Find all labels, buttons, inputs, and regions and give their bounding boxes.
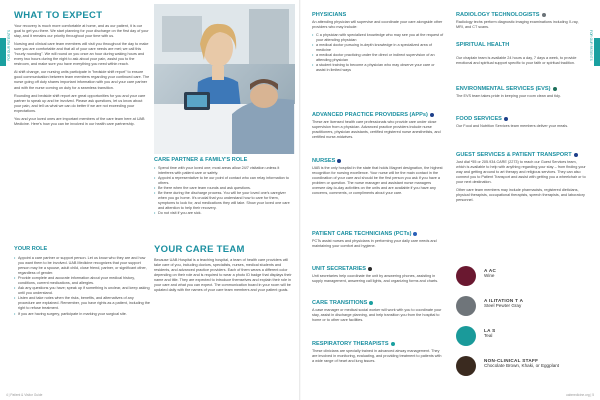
apps-heading: [312, 112, 434, 118]
center-gutter: [299, 0, 301, 400]
left-side-tab: [0, 38, 6, 66]
pct-color-dot: [413, 232, 417, 236]
evs-body: The EVS team takes pride in keeping your room clean and tidy.: [456, 94, 561, 98]
wine-swatch-label: A AC Wine: [484, 268, 497, 278]
left-footer: 4 | Patient & Visitor Guide: [6, 393, 43, 397]
care-partner-list: [154, 166, 292, 216]
paragraph: Nursing and clinical care team members will visit you throughout the day to make sure you are comfortable and that all of your care needs are met; we call this "hourly rounding". We will round on you once an hour during waking hours and every two hours during the night to ask about your pain, assist you to the restroom, and make sure you have everything you need within reach.: [14, 42, 149, 67]
list-item: • Be there when the care team rounds and ask questions.: [154, 186, 292, 191]
what-to-expect-body: [14, 24, 150, 130]
non-clinical-swatch-label: NON-CLINICAL STAFF Chocolate Brown, Khaki, or Eggplant: [484, 358, 560, 368]
paragraph: Your recovery is much more comfortable at home, and as our patient, it is our goal to get you there. We start planning for your discharge on the first day of your stay, and it remains our priority throughout your time with us.: [14, 24, 149, 39]
steel-pewter-gray-swatch-label: A ILITATION T A Steel Pewter Gray: [484, 298, 524, 308]
care-transitions-color-dot: [369, 301, 373, 305]
guest-services-color-dot: [574, 153, 578, 157]
wine-swatch: [456, 266, 476, 286]
food-body: Our Food and Nutrition Services team members deliver your meals.: [456, 124, 569, 128]
radiology-color-dot: [542, 13, 546, 17]
care-partner-heading: CARE PARTNER & FAMILY'S ROLE: [154, 157, 248, 163]
nurses-heading-label: NURSES: [312, 158, 336, 164]
radiology-body: Radiology techs perform diagnostic imaging examinations including X-ray, MRI, and CT scans.: [456, 20, 579, 30]
care-transitions-heading: [312, 300, 373, 306]
evs-color-dot: [553, 87, 557, 91]
evs-heading-label: ENVIRONMENTAL SERVICES (EVS): [456, 86, 551, 92]
unit-secretaries-color-dot: [368, 267, 372, 271]
your-role-heading: YOUR ROLE: [14, 246, 48, 252]
radiology-heading-label: RADIOLOGY TECHNOLOGISTS: [456, 12, 540, 18]
unit-secretaries-body: Unit secretaries help coordinate the unit by answering phones, assisting in supply management, answering call lights, and organizing forms and charts.: [312, 274, 439, 284]
what-to-expect-heading: WHAT TO EXPECT: [14, 10, 103, 21]
food-heading: [456, 116, 508, 122]
spiritual-body: Our chaplain team is available 24 hours a day, 7 days a week, to provide emotional and spiritual support specific to your faith or spiritual tradition.: [456, 56, 577, 66]
food-color-dot: [504, 117, 508, 121]
respiratory-heading-label: RESPIRATORY THERAPISTS: [312, 341, 389, 347]
apps-color-dot: [430, 113, 434, 117]
unit-secretaries-heading: [312, 266, 372, 272]
apps-heading-label: ADVANCED PRACTICE PROVIDERS (APPs): [312, 112, 428, 118]
list-item: • If you are having surgery, participate in marking your surgical site.: [14, 312, 150, 317]
right-footer: uabmedicine.org | 5: [566, 393, 594, 397]
food-heading-label: FOOD SERVICES: [456, 116, 502, 122]
pct-heading: [312, 231, 417, 237]
spiritual-heading: SPIRITUAL HEALTH: [456, 42, 510, 48]
your-care-team-heading: YOUR CARE TEAM: [154, 244, 245, 255]
list-item: • Provide complete and accurate information about your medical history, conditions, current medications, and allergies.: [14, 276, 150, 286]
steel-pewter-gray-swatch: [456, 296, 476, 316]
paragraph: Other care team members may include pharmacists, registered dieticians, physical therapists, occupational therapists, speech therapists, and laboratory personnel.: [456, 188, 585, 203]
guest-services-heading: [456, 152, 578, 158]
paragraph: You and your loved ones are important members of the care team here at UAB Medicine. Here's how you can be involved in our health care partnership.: [14, 116, 145, 126]
right-side-tab: [594, 38, 600, 66]
nurses-body: UAB is the only hospital in the state that holds Magnet designation, the highest recognition for nursing excellence. Your nurse will be the main contact in the coordination of your care and should be the first person you ask if you have a problem or question. The nurse manager and assistant nurse managers oversee day-to-day activities on the units and are available if you have any concerns, comments, or compliments about your care.: [312, 166, 443, 196]
photo-illustration: [154, 4, 295, 154]
physicians-body: [312, 20, 444, 73]
respiratory-color-dot: [391, 342, 395, 346]
paragraph: An attending physician will supervise and coordinate your care alongside other providers who may include:: [312, 20, 443, 30]
nurses-color-dot: [337, 159, 341, 163]
nurse-patient-photo: [154, 4, 295, 154]
apps-body: These are licensed health care professionals who provide care under close supervision from a physician. Advanced practice providers include nurse practitioners, physician assistants, certified registered nurse anesthetists, and certified nurse-midwives.: [312, 120, 441, 140]
your-care-team-body: Because UAB Hospital is a teaching hospital, a team of health care providers will take care of you, including doctors, specialists, nurses, medical students and residents, and advanced practice providers. Each of them wears a different color depending on their role and is required to wear a photo ID badge that displays their name and title. They are expected to introduce themselves and explain their role in your care and what you can expect. The communication board in your room will be updated daily with the names of your care team members and your patient goals.: [154, 258, 292, 293]
radiology-heading: [456, 12, 546, 18]
list-item: • a medical doctor pursuing in-depth knowledge in a specialized area of medicine: [312, 43, 444, 53]
left-side-tab-label: FOR OUR PATIENTS: [7, 30, 11, 61]
care-transitions-body: A case manager or medical social worker will work with you to coordinate your stay, assist in discharge planning, and help transition you from the hospital to home or to other care facilities.: [312, 308, 442, 323]
paragraph: Just dial *55 or 205.934.CARE (2273) to reach our Guest Services team, which is available to help with anything regarding your stay – from finding your way and getting around to art therapy and religious services. They can also connect you to Patient Transport and assist with getting you a wheelchair or to your next destination.: [456, 160, 586, 185]
unit-secretaries-heading-label: UNIT SECRETARIES: [312, 266, 366, 272]
list-item: • Be there during the discharge process. You will be your loved one's caregiver when you go home. It's crucial that you understand how to care for them, symptoms to look for, and medications they will take. Show your loved one care and attention to help their recovery.: [154, 191, 292, 211]
teal-swatch: [456, 326, 476, 346]
list-item: • Spend time with your loved one; most areas allow 24/7 visitation unless it interferes with patient care or safety.: [154, 166, 292, 176]
paragraph: Rounding and bedside shift report are great opportunities for you and your care partner to speak up and be involved. Please ask questions, let us know about your pain, and tell us what we can do better if we are not exceeding your expectations.: [14, 93, 146, 113]
list-item: • Ask any questions you have; speak up if something is unclear, and keep asking until you understand.: [14, 286, 150, 296]
list-item: • Appoint a representative to be our point of contact who can relay information to others.: [154, 176, 292, 186]
non-clinical-swatch: [456, 356, 476, 376]
physicians-heading: PHYSICIANS: [312, 12, 347, 18]
guest-services-heading-label: GUEST SERVICES & PATIENT TRANSPORT: [456, 152, 572, 158]
nurses-heading: [312, 158, 341, 164]
list-item: • a medical doctor practicing under the direct or indirect supervision of an attending physician: [312, 53, 444, 63]
respiratory-heading: [312, 341, 395, 347]
paragraph: At shift change, our nursing units participate in "bedside shift report" to ensure good communication between team members regarding your continued care. The nurse going off duty shares important information with you and your care partner and with the nurse coming on duty for a seamless transition.: [14, 70, 150, 90]
right-side-tab-label: FOR OUR PATIENTS: [589, 30, 593, 61]
list-item: • a student training to become a physician who may observe your care or assist in limited ways: [312, 63, 444, 73]
pct-body: PCTs assist nurses and physicians in performing your daily care needs and maintaining your comfort and hygiene.: [312, 239, 437, 249]
respiratory-body: These clinicians are specially trained in advanced airway management. They are involved in monitoring, evaluating, and providing treatment to patients with a wide range of heart and lung issues.: [312, 349, 442, 364]
list-item: • C a physician with specialized knowledge who may see you at the request of your attending physician: [312, 33, 444, 43]
teal-swatch-label: LA S Teal: [484, 328, 496, 338]
guest-services-body: [456, 160, 586, 206]
pct-heading-label: PATIENT CARE TECHNICIANS (PCTs): [312, 231, 412, 237]
care-transitions-heading-label: CARE TRANSITIONS: [312, 300, 368, 306]
list-item: • Appoint a care partner or support person. Let us know who they are and how you want them to be involved. UAB Medicine recognizes that your support person may be a spouse, adult child, close friend, partner, or significant other, regardless of gender.: [14, 256, 150, 276]
list-item: • Do not visit if you are sick.: [154, 211, 292, 216]
evs-heading: [456, 86, 557, 92]
your-role-list: [14, 256, 150, 317]
list-item: • Listen and take notes when the risks, benefits, and alternatives of any procedure are explained. Remember, you have rights as a patient, including the right to refuse treatment.: [14, 296, 150, 311]
